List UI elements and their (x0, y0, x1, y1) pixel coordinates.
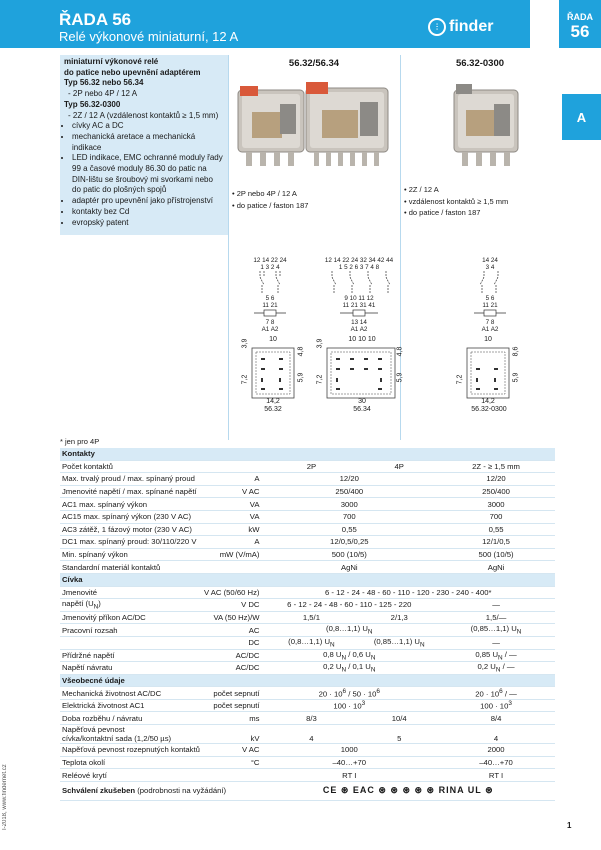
schematic-pin-label: 11 21 31 41 (342, 302, 376, 309)
section-header (60, 674, 555, 687)
row-unit: kW (202, 523, 262, 536)
dimension-value: 5,9 (512, 372, 520, 383)
pin-layout-icon (250, 346, 296, 400)
feature-item: • evropský patent (72, 218, 224, 229)
coil-symbol-icon (320, 309, 398, 317)
brand-logo (428, 18, 493, 36)
column-divider (228, 55, 229, 440)
cell-value: 12/20 (437, 473, 555, 486)
schematic-pin-label: A1 A2 (350, 326, 368, 333)
section-header (60, 573, 555, 586)
cell-value: (0,8…1,1) $U_N$ (261, 624, 437, 637)
table-row (60, 561, 555, 574)
schematic-pin-label: 7 8 (265, 319, 275, 326)
table-row (60, 586, 555, 599)
cell-value: 3000 (437, 498, 555, 511)
series-title: ŘADA 56 (59, 10, 132, 29)
feature-item: • mechanická aretace a mechanická indikace (72, 132, 224, 153)
table-row (60, 548, 555, 561)
cell-value: 0,55 (437, 523, 555, 536)
type2-line: - 2Z / 12 A (vzdálenost kontaktů ≥ 1,5 mm) (68, 110, 219, 120)
schematic-pin-label: 9 10 11 12 (344, 295, 374, 302)
cell-value: 2000 (437, 744, 555, 757)
cell-value: –40…+70 (437, 756, 555, 769)
section-title: Kontakty (60, 448, 555, 460)
pin-layout-icon (325, 346, 397, 400)
col1-feature: • do patice / faston 187 (232, 200, 309, 210)
cell-value: 10/4 (361, 712, 437, 725)
row-unit (202, 561, 262, 574)
feature-item: • kontakty bez Cd (72, 207, 224, 218)
cell-value: 12/0,5/0,25 (261, 536, 437, 549)
schematic-pin-label: A1 A2 (481, 326, 499, 333)
schematic-56-32-0300 (470, 257, 510, 333)
cell-value: 3000 (261, 498, 437, 511)
row-unit: VA (202, 510, 262, 523)
dimension-drawing-56-32-0300 (455, 336, 535, 436)
cell-value: AgNi (261, 561, 437, 574)
cell-value: 4 (437, 725, 555, 744)
cell-value: 0,55 (261, 523, 437, 536)
series-badge-label: ŘADA (567, 12, 593, 22)
feature-item: • adaptér pro upevnění jako přístrojenství (72, 196, 224, 207)
schematic-56-34 (320, 257, 398, 333)
cell-value: 8/3 (261, 712, 361, 725)
dimension-value: 3,9 (316, 338, 324, 349)
schematic-pin-label: 12 14 22 24 (253, 257, 287, 264)
dimension-value: 10 10 10 (348, 336, 376, 343)
table-row (60, 756, 555, 769)
relay-photo-56-32-0300 (450, 80, 522, 170)
cell-value: 500 (10/5) (437, 548, 555, 561)
row-unit: kV (202, 725, 262, 744)
series-subtitle: Relé výkonové miniaturní, 12 A (59, 29, 239, 44)
series-badge (559, 0, 601, 48)
cell-value: 2Z - ≥ 1,5 mm (437, 460, 555, 473)
col2-feature: • vzdálenost kontaktů ≥ 1,5 mm (404, 196, 509, 206)
row-label: Jmenovité (60, 586, 202, 599)
dimension-value: 14,2 (481, 398, 495, 405)
cell-value: (0,8…1,1) $U_N$ (261, 636, 361, 649)
row-label: Jmenovitý příkon AC/DC (60, 611, 202, 624)
section-header (60, 448, 555, 460)
dimension-value: 4,8 (297, 346, 305, 357)
cell-value: (0,85…1,1) $U_N$ (361, 636, 437, 649)
cell-value: 5 (361, 725, 437, 744)
row-unit: °C (202, 756, 262, 769)
dimension-value: 5,9 (297, 372, 305, 383)
cell-value: –40…+70 (261, 756, 437, 769)
row-label: Pracovní rozsah (60, 624, 202, 637)
table-row (60, 473, 555, 486)
cell-value: $100 \cdot 10^3$ (261, 699, 437, 712)
table-row (60, 687, 555, 700)
pin-layout-icon (465, 346, 511, 400)
schematic-pin-label: 11 21 (262, 302, 278, 309)
row-label: Reléové krytí (60, 769, 202, 782)
cell-value: 700 (261, 510, 437, 523)
col2-feature: • do patice / faston 187 (404, 208, 481, 217)
cell-value: $20 \cdot 10^6$ / — (437, 687, 555, 700)
row-unit: AC (202, 624, 262, 637)
row-label: Napěťová pevnost rozepnutých kontaktů (62, 745, 200, 755)
cell-value: 500 (10/5) (261, 548, 437, 561)
contact-symbol-icon (320, 271, 398, 293)
row-label: Teplota okolí (60, 756, 202, 769)
row-label: Mechanická životnost AC/DC (60, 687, 202, 700)
cell-value: 700 (437, 510, 555, 523)
dimension-value: 7,2 (241, 374, 249, 385)
section-tab: A (562, 94, 601, 140)
cell-value: 1,5/— (437, 611, 555, 624)
row-label: Jmenovité napětí / max. spínané napětí (60, 485, 202, 498)
type1-label: Typ 56.32 nebo 56.34 (64, 78, 144, 88)
row-label: Elektrická životnost AC1 (60, 699, 202, 712)
row-unit: AC/DC (202, 662, 262, 675)
row-label: AC1 max. spínaný výkon (60, 498, 202, 511)
col1-feature: • 2P nebo 4P / 12 A (232, 189, 297, 198)
cell-value: 0,8 $U_N / 0,6$ $U_N$ (261, 649, 437, 662)
table-row (60, 712, 555, 725)
row-unit: počet sepnutí (202, 687, 262, 700)
dimension-value: 4,8 (396, 346, 404, 357)
schematic-pin-label: A1 A2 (261, 326, 279, 333)
schematic-pin-label: 11 21 (482, 302, 498, 309)
section-title: Všeobecné údaje (60, 674, 555, 687)
row-label: Standardní materiál kontaktů (60, 561, 202, 574)
col1-title: 56.32/56.34 (288, 58, 340, 69)
row-unit (202, 460, 262, 473)
coil-symbol-icon (470, 309, 510, 317)
feature-title-2: do patice nebo upevnění adaptérem (64, 67, 201, 77)
cell-value: 4 (261, 725, 361, 744)
brand-name: finder (449, 18, 494, 35)
row-label: Napěťová pevnost cívka/kontaktní sada (1,2/50 µs) (60, 725, 202, 744)
cell-value: — (437, 636, 555, 649)
dimension-value: 5,9 (396, 372, 404, 383)
feature-panel (60, 55, 228, 235)
schematic-pin-label: 7 8 (485, 319, 495, 326)
row-unit: V DC (202, 599, 262, 612)
row-unit: V AC (50/60 Hz) (203, 587, 260, 597)
cell-value: 8/4 (437, 712, 555, 725)
dimension-caption: 56.34 (353, 406, 371, 413)
contact-symbol-icon (250, 271, 290, 293)
row-label: AC15 max. spínaný výkon (230 V AC) (60, 510, 202, 523)
row-label: Přídržné napětí (60, 649, 202, 662)
table-row (60, 485, 555, 498)
footnote: * jen pro 4P (60, 437, 100, 446)
dimension-value: 7,2 (456, 374, 464, 385)
table-row (60, 498, 555, 511)
table-row (60, 649, 555, 662)
col1-features (232, 188, 392, 211)
row-unit: VA (50 Hz)/W (202, 611, 262, 624)
cell-value: 1,5/1 (261, 611, 361, 624)
dimension-drawing-56-34 (315, 336, 405, 436)
schematic-pin-label: 1 5 2 6 3 7 4 8 (338, 264, 380, 271)
table-row (60, 662, 555, 675)
cell-value: — (437, 599, 555, 612)
table-row (60, 699, 555, 712)
row-unit: DC (202, 636, 262, 649)
feature-item: • LED indikace, EMC ochranné moduly řady 99 a časové moduly 86.30 do patic na DIN-lištu se šroubový mi svorkami nebo do patic do plošných spojů (72, 153, 224, 196)
cell-value: 0,85 $U_N$ / — (437, 649, 555, 662)
row-label: Max. trvalý proud / max. spínaný proud (60, 473, 202, 486)
row-unit: počet sepnutí (202, 699, 262, 712)
cell-value: 0,2 $U_N / 0,1$ $U_N$ (261, 662, 437, 675)
row-label: napětí $(U_N)$ (60, 599, 202, 612)
row-unit: A (202, 473, 262, 486)
col2-features (404, 184, 559, 219)
contact-symbol-icon (470, 271, 510, 293)
table-row (60, 769, 555, 782)
row-unit: AC/DC (202, 649, 262, 662)
cell-value: 0,2 $U_N$ / — (437, 662, 555, 675)
cell-value: 1000 (261, 744, 437, 757)
table-row (60, 636, 555, 649)
schematic-pin-label: 5 6 (265, 295, 275, 302)
schematic-56-32 (250, 257, 290, 333)
col2-feature: • 2Z / 12 A (404, 185, 439, 194)
dimension-caption: 56.32-0300 (471, 406, 507, 413)
cell-value: (0,85…1,1) $U_N$ (437, 624, 555, 637)
dimension-caption: 56.32 (264, 406, 282, 413)
cell-value: AgNi (437, 561, 555, 574)
cell-value: 12/1/0,5 (437, 536, 555, 549)
schematic-pin-label: 5 6 (485, 295, 495, 302)
cell-value: 2P (261, 460, 361, 473)
cell-value: 12/20 (261, 473, 437, 486)
dimension-value: 3,9 (241, 338, 249, 349)
row-label: Počet kontaktů (60, 460, 202, 473)
cell-value: RT I (437, 769, 555, 782)
row-label: Min. spínaný výkon (60, 548, 202, 561)
table-row (60, 599, 555, 612)
row-unit: VA (202, 498, 262, 511)
type1-line: - 2P nebo 4P / 12 A (68, 89, 138, 99)
row-unit: ms (202, 712, 262, 725)
finder-logo-icon: ⫶ (428, 18, 446, 36)
schematic-pin-label: 1 3 2 4 (260, 264, 280, 271)
dimension-value: 30 (358, 398, 366, 405)
schematic-pin-label: 12 14 22 24 32 34 42 44 (324, 257, 394, 264)
table-row (60, 781, 555, 800)
cell-value: 250/400 (261, 485, 437, 498)
table-row (60, 523, 555, 536)
cell-value: 6 - 12 - 24 - 48 - 60 - 110 - 120 - 230 - 240 - 400* (261, 586, 555, 599)
table-row (60, 510, 555, 523)
row-label: AC3 zátěž, 1 fázový motor (230 V AC) (60, 523, 202, 536)
table-row (60, 460, 555, 473)
row-label: DC1 max. spínaný proud: 30/110/220 V (60, 536, 202, 549)
row-unit: mW (V/mA) (202, 548, 262, 561)
table-row (60, 536, 555, 549)
row-label: Napětí návratu (60, 662, 202, 675)
cell-value: $100 \cdot 10^3$ (437, 699, 555, 712)
cell-value: 4P (361, 460, 437, 473)
type2-label: Typ 56.32-0300 (64, 99, 121, 109)
cell-value: 250/400 (437, 485, 555, 498)
cell-value: 2/1,3 (361, 611, 437, 624)
table-row (60, 624, 555, 637)
dimension-value: 14,2 (266, 398, 280, 405)
dimension-drawing-56-32 (240, 336, 305, 436)
section-title: Cívka (60, 573, 555, 586)
table-row (60, 744, 555, 757)
footer-side-text: I-2018, www.findernet.cz (2, 764, 8, 830)
approval-marks-icon: CE ⊛ EAC ⊛ ⊛ ⊛ ⊛ ⊛ RINA UL ⊛ (261, 781, 555, 800)
cell-value: $20 \cdot 10^6 / 50 \cdot 10^6$ (261, 687, 437, 700)
cell-value: 6 - 12 - 24 - 48 - 60 - 110 - 125 - 220 (261, 599, 437, 612)
row-label: Schválení zkušeben (podrobnosti na vyžádání) (60, 781, 261, 800)
coil-symbol-icon (250, 309, 290, 317)
dimension-value: 10 (484, 336, 492, 343)
relay-photo-56-34 (300, 78, 395, 170)
schematic-pin-label: 14 24 (482, 257, 498, 264)
feature-title-1: miniaturní výkonové relé (64, 57, 159, 66)
feature-list (64, 121, 224, 228)
col2-title: 56.32-0300 (455, 58, 505, 69)
schematic-pin-label: 13 14 (351, 319, 367, 326)
schematic-pin-label: 3 4 (485, 264, 495, 271)
row-unit: V AC (202, 744, 262, 757)
feature-item: • cívky AC a DC (72, 121, 224, 132)
row-label: Doba rozběhu / návratu (60, 712, 202, 725)
table-row (60, 611, 555, 624)
row-unit: A (202, 536, 262, 549)
series-badge-number: 56 (570, 22, 590, 41)
dimension-value: 7,2 (316, 374, 324, 385)
dimension-value: 8,6 (512, 346, 520, 357)
dimension-value: 10 (269, 336, 277, 343)
table-row (60, 725, 555, 744)
row-unit: V AC (202, 485, 262, 498)
page-number: 1 (567, 821, 572, 830)
cell-value: RT I (261, 769, 437, 782)
specifications-table (60, 448, 555, 801)
